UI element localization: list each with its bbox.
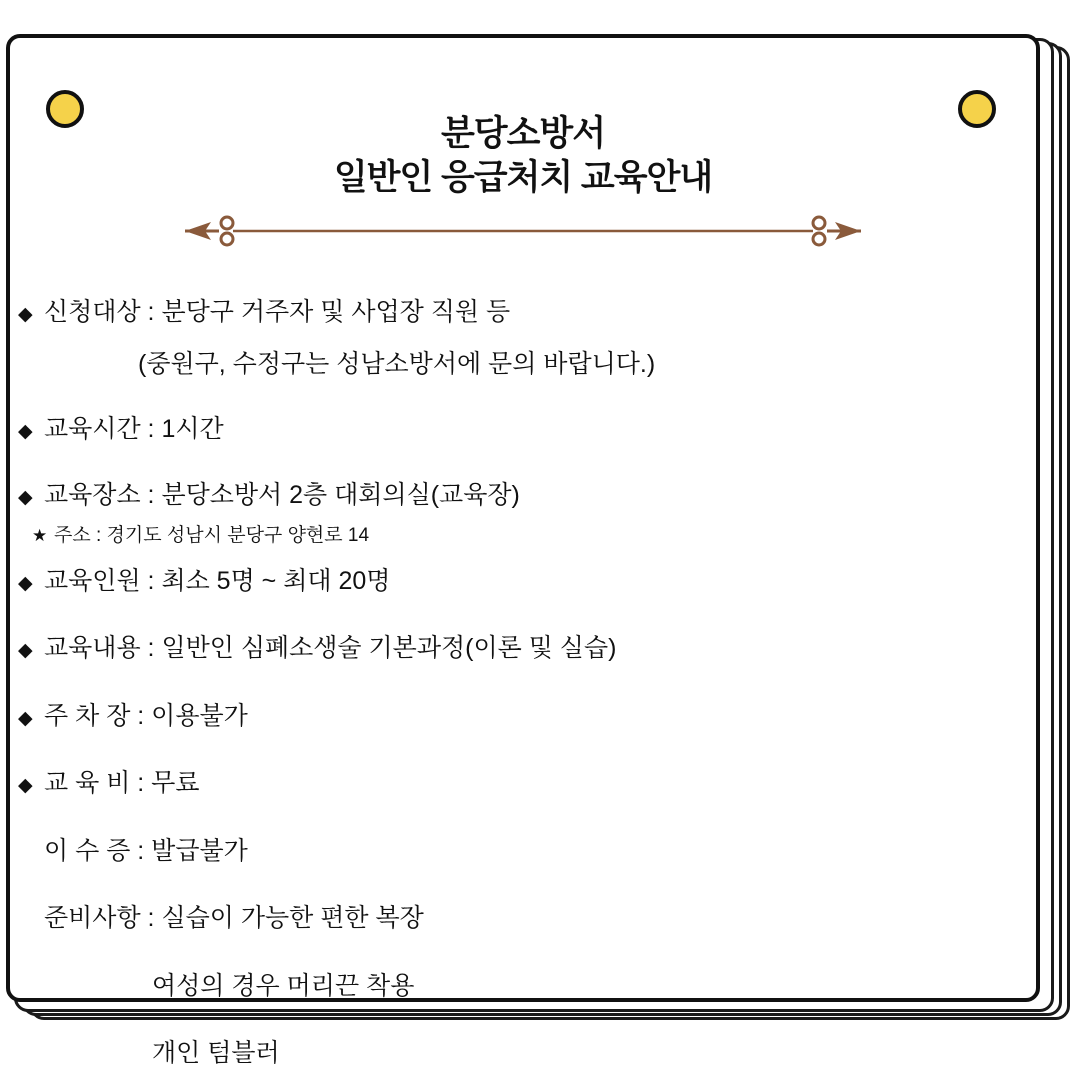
poster-title-line-1: 분당소방서	[440, 114, 606, 153]
detail-row-target	[18, 294, 1022, 332]
poster-page	[6, 34, 1040, 1067]
poster-details-list	[10, 288, 1036, 1089]
poster-title-line-2: 일반인 응급처치 교육안내	[333, 157, 713, 197]
detail-row-location	[18, 477, 1022, 515]
star-bullet-icon: ★	[32, 526, 48, 545]
detail-text-preparation-tumbler: 개인 텀블러	[152, 1039, 280, 1067]
ornamental-divider	[10, 208, 1036, 254]
detail-row-parking	[18, 698, 1022, 736]
detail-text-preparation-hairtie: 여성의 경우 머리끈 착용	[152, 971, 415, 1000]
detail-text-certificate: 이 수 증 : 발급불가	[44, 836, 248, 865]
detail-row-target-note	[18, 346, 1022, 384]
diamond-bullet-icon: ◆	[18, 775, 33, 796]
detail-text-address: 주소 : 경기도 성남시 분당구 양현로 14	[54, 525, 370, 546]
detail-row-duration	[18, 411, 1022, 449]
detail-row-fee	[18, 765, 1022, 803]
detail-row-certificate	[18, 833, 1022, 871]
diamond-bullet-icon: ◆	[18, 304, 33, 325]
detail-text-location: 교육장소 : 분당소방서 2층 대회의실(교육장)	[44, 480, 520, 509]
detail-row-preparation-hairtie	[18, 968, 1022, 1006]
detail-text-duration: 교육시간 : 1시간	[44, 415, 224, 443]
detail-text-fee: 교 육 비 : 무료	[44, 769, 200, 797]
detail-row-curriculum	[18, 630, 1022, 668]
detail-row-preparation	[18, 900, 1022, 938]
poster-title-block	[10, 112, 1036, 200]
ornamental-divider-icon	[173, 208, 873, 254]
diamond-bullet-icon: ◆	[18, 421, 33, 442]
detail-text-parking: 주 차 장 : 이용불가	[44, 701, 248, 730]
diamond-bullet-icon: ◆	[18, 572, 33, 594]
detail-row-address	[18, 522, 1022, 551]
diamond-bullet-icon: ◆	[18, 640, 33, 661]
detail-text-target-note: (중원구, 수정구는 성남소방서에 문의 바랍니다.)	[138, 349, 656, 378]
detail-text-target: 신청대상 : 분당구 거주자 및 사업장 직원 등	[44, 298, 511, 326]
detail-text-preparation: 준비사항 : 실습이 가능한 편한 복장	[44, 904, 424, 932]
detail-text-capacity: 교육인원 : 최소 5명 ~ 최대 20명	[44, 566, 391, 595]
diamond-bullet-icon: ◆	[18, 707, 33, 729]
detail-row-capacity	[18, 563, 1022, 601]
detail-row-preparation-tumbler	[18, 1035, 1022, 1073]
detail-text-curriculum: 교육내용 : 일반인 심폐소생술 기본과정(이론 및 실습)	[44, 634, 617, 662]
diamond-bullet-icon: ◆	[18, 486, 33, 508]
